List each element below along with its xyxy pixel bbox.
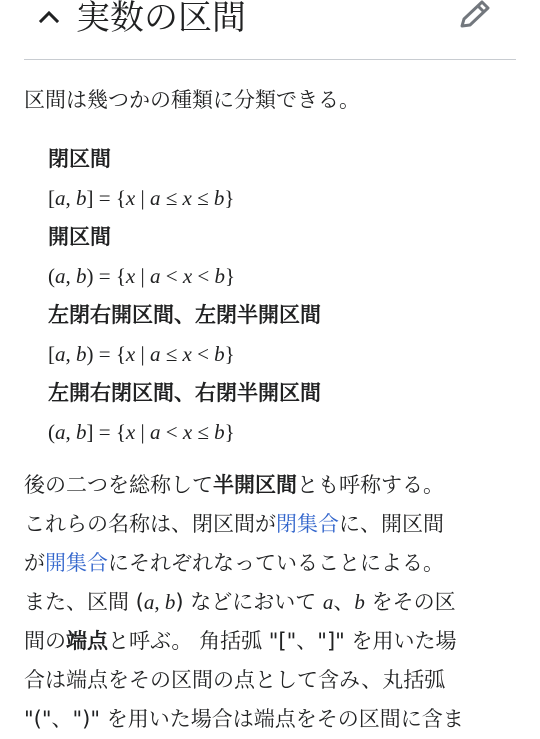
math-var: b [76,186,87,210]
math-var: a [55,186,66,210]
link-closed-set[interactable]: 閉集合 [276,512,339,536]
text: また、区間 ( [24,590,144,614]
math-symbol: ≤ [191,186,214,210]
math-symbol: [ [48,342,55,366]
paragraph-line [24,622,520,661]
definition-expression [48,413,518,452]
math-symbol: } [224,420,235,444]
text: にそれぞれなっていることによる。 [108,551,444,575]
math-var: x [182,342,192,366]
math-var: b [76,342,87,366]
definition-expression [48,257,518,296]
math-symbol: } [224,186,235,210]
math-var: x [125,186,136,210]
bold-term: 半開区間 [213,473,297,497]
math-var: x [125,420,136,444]
math-var: b [76,264,87,288]
math-symbol: | [135,186,150,210]
math-var: x [125,264,136,288]
math-symbol: ) = { [86,342,126,366]
text: が [24,551,45,575]
text: とも呼称する。 [297,473,444,497]
definition-term: 閉区間 [48,147,111,171]
paragraph-line: 合は端点をその区間の点として含み、丸括弧 [24,668,446,692]
math-symbol: ) = { [86,264,126,288]
math-var: a [149,186,161,210]
math-symbol: , [65,186,76,210]
math-var: a [143,590,155,614]
text: これらの名称は、閉区間が [24,512,276,536]
definition-term: 左閉右開区間、左閉半開区間 [48,303,321,327]
math-symbol: < [160,420,183,444]
text: , [154,590,165,614]
paragraph-line: "("、")" を用いた場合は端点をその区間に含ま [24,707,464,731]
math-symbol: < [192,264,215,288]
section-title: 実数の区間 [76,0,246,38]
math-var: a [55,420,66,444]
math-var: a [149,342,161,366]
math-symbol: | [135,420,150,444]
math-var: b [76,420,87,444]
math-var: a [149,420,161,444]
definition-expression [48,335,518,374]
bold-term: 端点 [66,629,108,653]
math-var: x [182,186,192,210]
math-symbol: , [65,420,76,444]
math-symbol: , [65,342,76,366]
text: ) などにおいて [175,590,323,614]
math-var: x [125,342,136,366]
section-divider [24,59,516,60]
paragraph-line [24,505,520,544]
math-var: b [214,420,225,444]
definition-list [48,140,518,452]
math-symbol: | [135,342,150,366]
intro-text: 区間は幾つかの種類に分類できる。 [24,88,360,112]
body-paragraph [24,466,520,739]
math-symbol: ≤ [192,420,215,444]
math-var: b [164,590,176,614]
math-var: a [149,264,161,288]
math-symbol: < [160,264,183,288]
math-var: b [354,590,365,614]
math-var: b [214,264,225,288]
math-symbol: ≤ [160,342,183,366]
text: と呼ぶ。 角括弧 "["、"]" を用いた場 [108,629,457,653]
math-symbol: ( [48,420,55,444]
math-symbol: [ [48,186,55,210]
section-header[interactable] [0,0,540,60]
math-symbol: } [224,342,235,366]
pencil-icon[interactable] [456,0,492,32]
math-symbol: ] = { [86,186,126,210]
math-var: a [55,264,66,288]
text: 、 [333,590,355,614]
math-symbol: , [65,264,76,288]
math-symbol: ] = { [86,420,126,444]
link-open-set[interactable]: 開集合 [45,551,108,575]
math-symbol: < [191,342,215,366]
text: に、開区間 [339,512,444,536]
math-symbol: } [224,264,236,288]
text: をその区 [364,590,456,614]
math-var: a [322,590,334,614]
paragraph-line [24,466,520,505]
chevron-up-icon[interactable] [38,6,60,28]
math-var: x [182,420,193,444]
text: 後の二つを総称して [24,473,213,497]
definition-expression [48,179,518,218]
math-var: x [182,264,193,288]
math-symbol: ( [48,264,55,288]
text: 間の [24,629,66,653]
math-var: b [213,186,225,210]
math-symbol: ≤ [160,186,183,210]
math-symbol: | [135,264,150,288]
paragraph-line [24,544,520,583]
definition-term: 開区間 [48,225,111,249]
definition-term: 左開右閉区間、右閉半開区間 [48,381,321,405]
paragraph-line [24,583,520,622]
math-var: b [214,342,225,366]
math-var: a [55,342,66,366]
